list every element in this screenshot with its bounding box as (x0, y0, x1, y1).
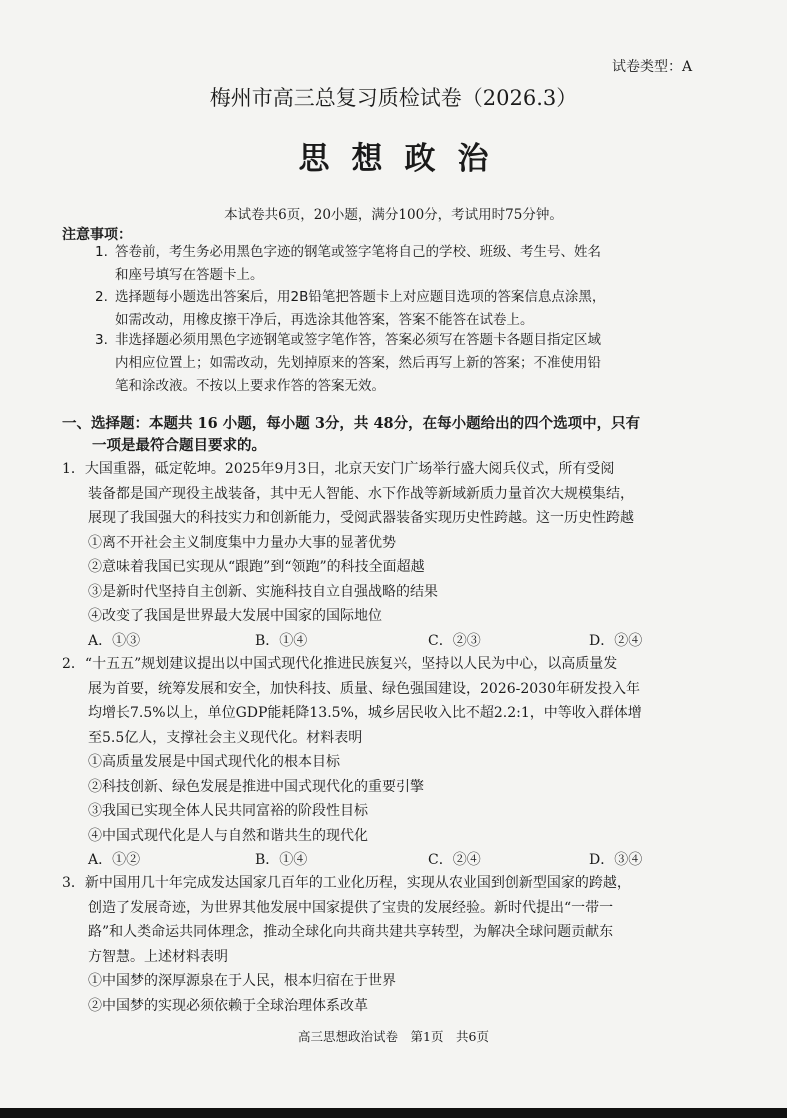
note-item (95, 241, 725, 287)
statement-option: ①中国梦的深厚源泉在于人民，根本归宿在于世界 (88, 973, 396, 989)
exam-title: 梅州市高三总复习质检试卷（2026.3） (209, 86, 578, 110)
page-footer: 高三思想政治试卷 第1页 共6页 (298, 1029, 489, 1044)
note-number: 3. (95, 332, 108, 348)
question-stem-line: 展为首要，统筹发展和安全，加快科技、质量、绿色强国建设，2026-2030年研发投入年 (88, 680, 640, 697)
section-heading-line: 一项是最符合题目要求的。 (92, 437, 266, 454)
question-stem-line: 至5.5亿人，支撑社会主义现代化。材料表明 (88, 729, 363, 746)
note-line: 选择题每小题选出答案后，用2B铅笔把答题卡上对应题目选项的答案信息点涂黑， (115, 289, 606, 305)
question-2 (62, 652, 722, 872)
question-stem-line: 2．“十五五”规划建议提出以中国式现代化推进民族复兴，坚持以人民为中心，以高质量发 (62, 656, 618, 672)
question-stem-line: 均增长7.5%以上，单位GDP能耗降13.5%，城乡居民收入比不超2.2:1，中等收入群体增 (88, 705, 642, 721)
choice-b: B．①④ (255, 632, 308, 649)
section-heading (62, 413, 722, 457)
choice-c: C．②④ (428, 852, 481, 868)
choice-a: A．①③ (88, 632, 141, 649)
choice-c: C．②③ (428, 632, 481, 649)
statement-option: ①离不开社会主义制度集中力量办大事的显著优势 (88, 534, 396, 551)
note-line: 笔和涂改液。不按以上要求作答的答案无效。 (115, 378, 385, 394)
question-stem-line: 展现了我国强大的科技实力和创新能力，受阅武器装备实现历史性跨越。这一历史性跨越 (88, 510, 634, 526)
exam-info: 本试卷共6页，20小题，满分100分，考试用时75分钟。 (224, 207, 563, 223)
section-heading-line: 一、选择题：本题共 16 小题，每小题 3分，共 48分，在每小题给出的四个选项中，只有 (62, 415, 641, 432)
statement-option: ②科技创新、绿色发展是推进中国式现代化的重要引擎 (88, 778, 424, 795)
choice-d: D．③④ (589, 852, 643, 868)
subject-title: 思想政治 (298, 141, 511, 177)
note-number: 2. (95, 289, 108, 305)
note-line: 如需改动，用橡皮擦干净后，再选涂其他答案，答案不能答在试卷上。 (115, 312, 534, 328)
notes-heading: 注意事项： (62, 227, 132, 243)
note-line: 和座号填写在答题卡上。 (115, 267, 264, 283)
note-number: 1. (95, 244, 108, 260)
question-stem-line: 1．大国重器，砥定乾坤。2025年9月3日，北京天安门广场举行盛大阅兵仪式，所有受阅 (62, 461, 615, 477)
statement-option: ③我国已实现全体人民共同富裕的阶段性目标 (88, 803, 368, 819)
question-stem-line: 3．新中国用几十年完成发达国家几百年的工业化历程，实现从农业国到创新型国家的跨越， (62, 875, 631, 891)
question-3 (62, 871, 722, 1018)
scan-bottom-edge (0, 1108, 787, 1118)
note-line: 内相应位置上；如需改动，先划掉原来的答案，然后再写上新的答案；不准使用铅 (115, 355, 601, 371)
question-1 (62, 457, 722, 653)
note-line: 答卷前，考生务必用黑色字迹的钢笔或签字笔将自己的学校、班级、考生号、姓名 (115, 244, 601, 260)
note-item (95, 329, 725, 398)
statement-option: ②意味着我国已实现从“跟跑”到“领跑”的科技全面超越 (88, 559, 425, 575)
statement-option: ④中国式现代化是人与自然和谐共生的现代化 (88, 827, 368, 844)
choice-b: B．①④ (255, 852, 308, 868)
statement-option: ④改变了我国是世界最大发展中国家的国际地位 (88, 608, 382, 624)
statement-option: ③是新时代坚持自主创新、实施科技自立自强战略的结果 (88, 583, 438, 600)
answer-choices (62, 629, 722, 653)
answer-choices (62, 848, 722, 872)
question-stem-line: 路”和人类命运共同体理念，推动全球化向共商共建共享转型，为解决全球问题贡献东 (88, 924, 614, 940)
note-item (95, 286, 725, 332)
note-line: 非选择题必须用黑色字迹钢笔或签字笔作答，答案必须写在答题卡各题目指定区域 (115, 332, 601, 348)
exam-type-label: 试卷类型：A (612, 59, 693, 75)
question-stem-line: 方智慧。上述材料表明 (88, 948, 228, 965)
question-stem-line: 创造了发展奇迹，为世界其他发展中国家提供了宝贵的发展经验。新时代提出“一带一 (88, 899, 614, 916)
choice-a: A．①② (88, 852, 141, 868)
question-stem-line: 装备都是国产现役主战装备，其中无人智能、水下作战等新域新质力量首次大规模集结， (88, 485, 634, 502)
choice-d: D．②④ (589, 632, 643, 649)
statement-option: ②中国梦的实现必须依赖于全球治理体系改革 (88, 997, 368, 1014)
statement-option: ①高质量发展是中国式现代化的根本目标 (88, 754, 340, 770)
